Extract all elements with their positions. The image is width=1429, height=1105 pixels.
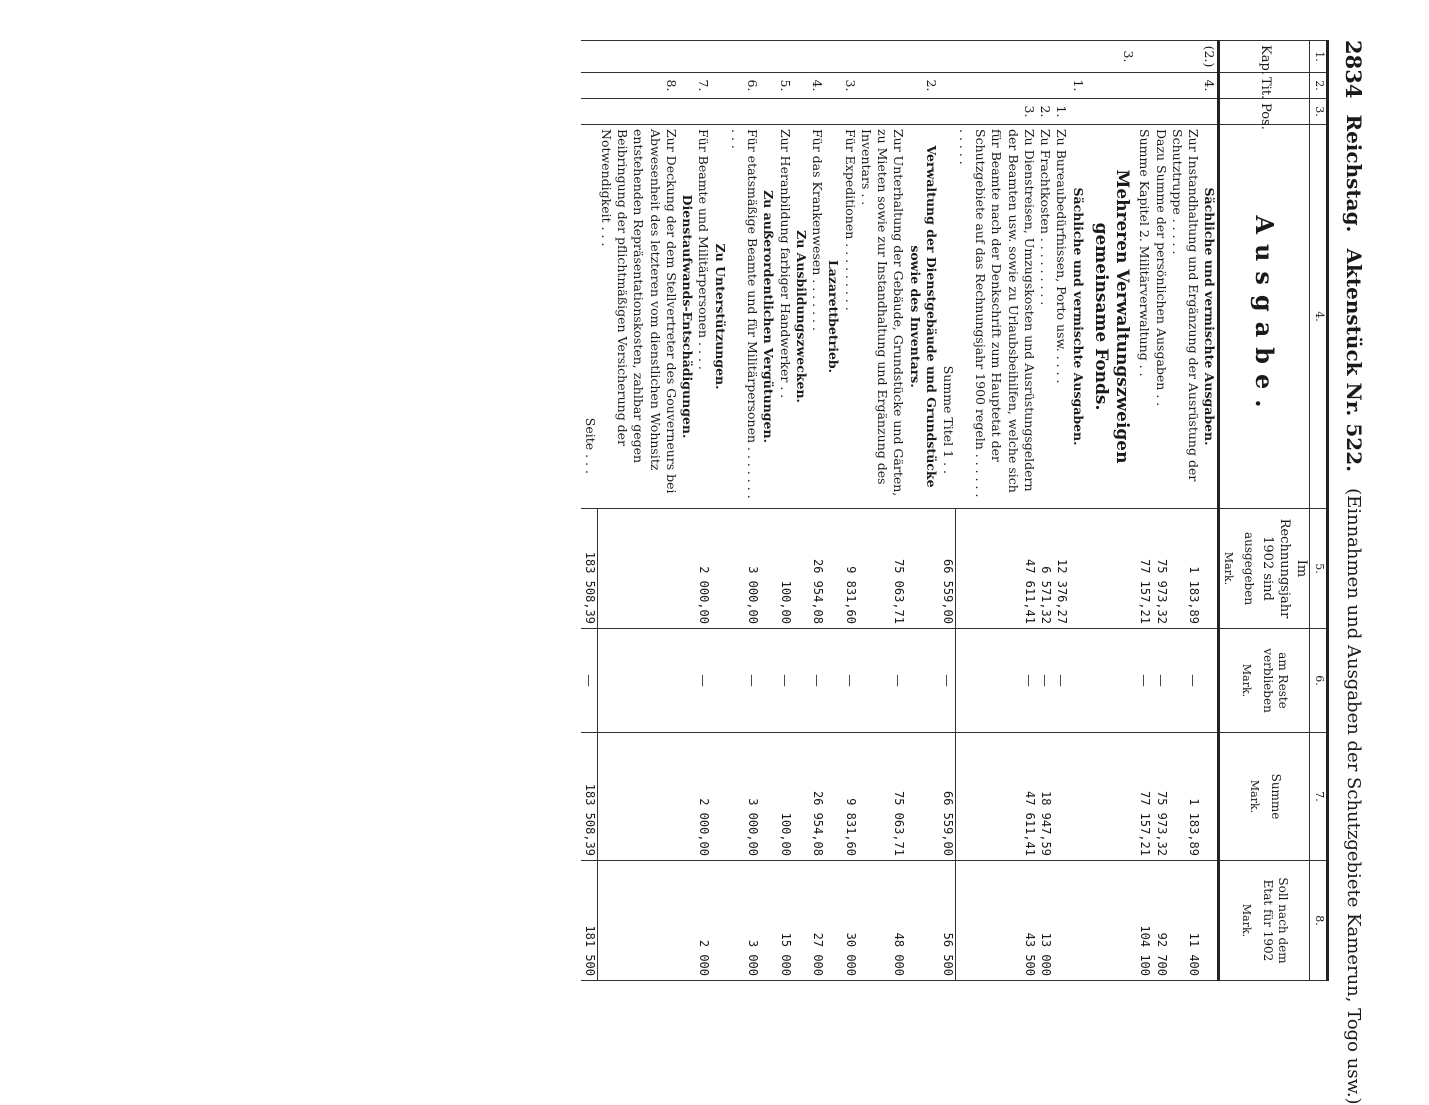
description-cell (760, 125, 776, 509)
pos-cell (581, 99, 598, 125)
table-row (858, 41, 907, 981)
col8-value: 11 400 (1169, 861, 1202, 981)
description-text: Sächliche und vermischte Ausgaben. (1070, 187, 1086, 446)
col7-value: 18 947,59 (1037, 733, 1053, 861)
pos-cell (858, 99, 907, 125)
tit-cell (793, 73, 809, 99)
kap-cell (1169, 41, 1202, 73)
table-row (956, 41, 1037, 981)
pos-cell: 3. (956, 99, 1037, 125)
pos-cell (939, 99, 956, 125)
description-cell (1069, 125, 1085, 509)
tit-cell (858, 73, 907, 99)
col5-label: ausgegeben (1242, 531, 1257, 606)
col6-value: — (1152, 629, 1168, 733)
table-row (906, 41, 939, 981)
kap-cell (679, 41, 695, 73)
col8-value (1053, 861, 1069, 981)
col6-value: — (858, 629, 907, 733)
table-body (581, 41, 1219, 981)
kap-cell (1152, 41, 1168, 73)
col5-value (793, 509, 809, 629)
col8-value: 56 500 (939, 861, 956, 981)
kap-cell (1069, 41, 1085, 73)
col7-value: 66 559,00 (939, 733, 956, 861)
pos-cell (1152, 99, 1168, 125)
table-row (1086, 41, 1137, 981)
col7-value (598, 733, 679, 861)
document-subject: (Einnahmen und Ausgaben der Schutzgebiete Kamerun, Togo usw.) (1343, 488, 1365, 1105)
pos-cell (906, 99, 939, 125)
description-cell (711, 125, 727, 509)
description-text: Für etatsmäßige Beamte und für Militärpersonen . . . . . . . . . . (728, 129, 761, 499)
col5-value (711, 509, 727, 629)
unit-label: Mark. (1240, 663, 1254, 698)
description-cell (1053, 125, 1069, 509)
column-number: 6. (1310, 629, 1328, 733)
col8-value (825, 861, 841, 981)
description-cell (793, 125, 809, 509)
col6-value (760, 629, 776, 733)
col6-value (1086, 629, 1137, 733)
description-text: Dienstaufwands-Entschädigungen. (680, 194, 696, 439)
col6-value: — (841, 629, 857, 733)
header-tit: Tit. (1219, 73, 1310, 99)
col8-value (906, 861, 939, 981)
unit-label: Mark. (1221, 551, 1235, 586)
tit-cell: 8. (598, 73, 679, 99)
pos-cell (711, 99, 727, 125)
col5-value: 75 973,32 (1152, 509, 1168, 629)
column-number: 2. (1310, 73, 1328, 99)
pos-cell (1069, 99, 1085, 125)
tit-cell: 1. (1069, 73, 1085, 99)
table-row (1053, 41, 1069, 981)
col5-value: 66 559,00 (939, 509, 956, 629)
col5-value (598, 509, 679, 629)
pos-cell (809, 99, 825, 125)
table-row (581, 41, 598, 981)
tit-cell: 2. (906, 73, 939, 99)
header-col6 (1219, 629, 1310, 733)
unit-label: Mark. (1248, 779, 1262, 814)
table-row (825, 41, 841, 981)
journal-name: Reichstag. (1342, 114, 1366, 233)
table-row (760, 41, 776, 981)
col7-value: 26 954,08 (809, 733, 825, 861)
col7-value (1069, 733, 1085, 861)
tit-cell (1136, 73, 1152, 99)
col7-value (1201, 733, 1219, 861)
description-text: Dazu Summe der persönlichen Ausgaben . . (1153, 129, 1169, 407)
col6-value: — (581, 629, 598, 733)
pos-cell (825, 99, 841, 125)
col6-value (711, 629, 727, 733)
description-text: Zu Ausbildungszwecken. (793, 230, 809, 403)
description-text: Zur Heranbildung farbiger Handwerker . . (777, 129, 793, 399)
description-text: Zur Deckung der dem Stellvertreter des Gouverneurs bei Abwesenheit des letzteren vom dienstlichen Wohnsitz entstehenden Repräsentationskosten, zahlbar gegen Beibringung der pflichtmäßigen Versicherung der Notwendigkeit . . . (598, 129, 679, 494)
tit-cell: 6. (728, 73, 761, 99)
tit-cell (1086, 73, 1137, 99)
description-text: Für das Krankenwesen . . . . . . . (810, 129, 826, 331)
unit-label: Mark. (1240, 903, 1254, 938)
col6-value: — (1169, 629, 1202, 733)
table-row (939, 41, 956, 981)
description-text: Zu Unterstützungen. (712, 243, 728, 390)
description-text: Zur Unterhaltung der Gebäude, Grundstücke und Gärten, zu Mieten sowie zur Instandhaltung und Ergänzung des Inventars . . (858, 129, 907, 497)
col6-value (598, 629, 679, 733)
col8-value: 3 000 (728, 861, 761, 981)
table-row (809, 41, 825, 981)
tit-cell (939, 73, 956, 99)
pos-cell (695, 99, 711, 125)
kap-cell (1136, 41, 1152, 73)
col7-value: 9 831,60 (841, 733, 857, 861)
description-cell (1169, 125, 1202, 509)
description-cell (825, 125, 841, 509)
column-number: 5. (1310, 509, 1328, 629)
tit-cell (679, 73, 695, 99)
col6-value: — (809, 629, 825, 733)
col7-value: 100,00 (776, 733, 792, 861)
table-row (711, 41, 727, 981)
description-text: Mehreren Verwaltungszweigen gemeinsame Fonds. (1090, 169, 1133, 464)
col8-value: 13 000 (1037, 861, 1053, 981)
col6-value: — (956, 629, 1037, 733)
col7-label: Summe (1268, 773, 1283, 820)
col6-value: — (1053, 629, 1069, 733)
description-cell (1086, 125, 1137, 509)
description-cell (841, 125, 857, 509)
header-col5 (1219, 509, 1310, 629)
col5-value (906, 509, 939, 629)
description-text: Verwaltung der Dienstgebäude und Grundstücke sowie des Inventars. (907, 145, 939, 488)
table-row (1169, 41, 1202, 981)
description-cell (581, 125, 598, 509)
kap-cell (760, 41, 776, 73)
col8-value: 27 000 (809, 861, 825, 981)
description-cell (695, 125, 711, 509)
tit-cell: 3. (841, 73, 857, 99)
header-pos: Pos. (1219, 99, 1310, 125)
pos-cell (1136, 99, 1152, 125)
description-text: Summe Titel 1 . . (940, 365, 956, 474)
col5-value (825, 509, 841, 629)
kap-cell (711, 41, 727, 73)
col5-value: 100,00 (776, 509, 792, 629)
tit-cell (1169, 73, 1202, 99)
col5-value: 2 000,00 (695, 509, 711, 629)
ausgabe-title: Ausgabe. (1250, 215, 1280, 418)
col5-value: 3 000,00 (728, 509, 761, 629)
tit-cell (711, 73, 727, 99)
description-cell (598, 125, 679, 509)
kap-cell (1037, 41, 1053, 73)
col7-value: 2 000,00 (695, 733, 711, 861)
col8-value (1086, 861, 1137, 981)
pos-cell (1086, 99, 1137, 125)
description-cell (679, 125, 695, 509)
col6-value: — (695, 629, 711, 733)
col6-value: — (939, 629, 956, 733)
col7-value: 1 183,89 (1169, 733, 1202, 861)
col7-value (793, 733, 809, 861)
col7-value: 77 157,21 (1136, 733, 1152, 861)
col5-value (679, 509, 695, 629)
col6-value (1201, 629, 1219, 733)
pos-cell (793, 99, 809, 125)
col7-value (760, 733, 776, 861)
col5-value (760, 509, 776, 629)
col7-value (906, 733, 939, 861)
col5-value: 1 183,89 (1169, 509, 1202, 629)
tit-cell (1053, 73, 1069, 99)
table-row (1136, 41, 1152, 981)
table-row (679, 41, 695, 981)
col7-value: 3 000,00 (728, 733, 761, 861)
header-kap: Kap. (1219, 41, 1310, 73)
col7-value (825, 733, 841, 861)
page-number: 2834 (1341, 40, 1367, 99)
col8-value (1069, 861, 1085, 981)
col8-value (760, 861, 776, 981)
col7-value (711, 733, 727, 861)
col7-value: 47 611,41 (956, 733, 1037, 861)
description-text: Zu Dienstreisen, Umzugskosten und Ausrüstungsgeldern der Beamten usw. sowie zu Urlaubsbeihilfen, welche sich für Beamte nach der Denkschrift zum Hauptetat der Schutzgebiete auf das Rechnungsjahr 1900 regeln . . . . . . . . . . . (956, 129, 1037, 498)
col5-value: 75 063,71 (858, 509, 907, 629)
col6-value (906, 629, 939, 733)
tit-cell (825, 73, 841, 99)
table-row (793, 41, 809, 981)
pos-cell: 1. (1053, 99, 1069, 125)
pos-cell (1169, 99, 1202, 125)
col6-value (793, 629, 809, 733)
header-col8 (1219, 861, 1310, 981)
kap-cell (956, 41, 1037, 73)
col7-value (1086, 733, 1137, 861)
kap-cell (809, 41, 825, 73)
col5-value: 77 157,21 (1136, 509, 1152, 629)
table-row (1152, 41, 1168, 981)
col6-value (679, 629, 695, 733)
col5-value: 12 376,27 (1053, 509, 1069, 629)
description-text: Summe Kapitel 2. Militärverwaltung . . (1137, 129, 1153, 377)
col8-value (793, 861, 809, 981)
col8-value: 92 700 (1152, 861, 1168, 981)
table-row (598, 41, 679, 981)
col8-value (1201, 861, 1219, 981)
kap-cell (939, 41, 956, 73)
table-row (695, 41, 711, 981)
table-row (1069, 41, 1085, 981)
pos-cell (760, 99, 776, 125)
kap-cell: (2.) (1201, 41, 1219, 73)
tit-cell (1037, 73, 1053, 99)
col5-value: 183 508,39 (581, 509, 598, 629)
kap-cell: 3. (1086, 41, 1137, 73)
description-text: Seite . . . (582, 417, 598, 474)
kap-cell (598, 41, 679, 73)
tit-cell: 4. (1201, 73, 1219, 99)
col5-value: 6 571,32 (1037, 509, 1053, 629)
col6-value: — (728, 629, 761, 733)
header-col7 (1219, 733, 1310, 861)
document-number: Aktenstück Nr. 522. (1342, 248, 1366, 473)
col6-value: — (1037, 629, 1053, 733)
col6-label: am Reste verblieben (1260, 648, 1291, 713)
description-cell (776, 125, 792, 509)
description-text: Zu Bureaubedürfnissen, Porto usw. . . . . (1054, 129, 1070, 384)
col8-value: 43 500 (956, 861, 1037, 981)
column-header-row (1219, 41, 1310, 981)
col8-value: 15 000 (776, 861, 792, 981)
col8-label: Soll nach dem Etat für 1902 (1260, 877, 1291, 964)
description-text: Zur Instandhaltung und Ergänzung der Ausrüstung der Schutztruppe . . . . . (1169, 129, 1202, 482)
col8-value (679, 861, 695, 981)
description-cell (1201, 125, 1219, 509)
column-number-row (1310, 41, 1328, 981)
description-text: Für Expeditionen . . . . . . . . . (842, 129, 858, 311)
description-cell (1152, 125, 1168, 509)
tit-cell (581, 73, 598, 99)
description-text: Sächliche und vermischte Ausgaben. (1202, 187, 1218, 446)
col8-value: 48 000 (858, 861, 907, 981)
pos-cell (679, 99, 695, 125)
table-row (1037, 41, 1053, 981)
pos-cell: 2. (1037, 99, 1053, 125)
col5-value (1086, 509, 1137, 629)
kap-cell (728, 41, 761, 73)
header-ausgabe (1219, 125, 1310, 509)
description-text: Lazarettbetrieb. (826, 259, 842, 374)
tit-cell (956, 73, 1037, 99)
col5-value: 47 611,41 (956, 509, 1037, 629)
kap-cell (841, 41, 857, 73)
col6-value (1069, 629, 1085, 733)
col6-value (825, 629, 841, 733)
column-number: 1. (1310, 41, 1328, 73)
kap-cell (825, 41, 841, 73)
column-number: 3. (1310, 99, 1328, 125)
col8-value (711, 861, 727, 981)
pos-cell (728, 99, 761, 125)
tit-cell (1152, 73, 1168, 99)
column-number: 8. (1310, 861, 1328, 981)
tit-cell: 4. (809, 73, 825, 99)
kap-cell (906, 41, 939, 73)
kap-cell (793, 41, 809, 73)
pos-cell (598, 99, 679, 125)
kap-cell (1053, 41, 1069, 73)
kap-cell (858, 41, 907, 73)
kap-cell (776, 41, 792, 73)
column-number: 7. (1310, 733, 1328, 861)
table-row (728, 41, 761, 981)
description-cell (939, 125, 956, 509)
description-text: Für Beamte und Militärpersonen . . . . (696, 129, 712, 370)
description-text: Zu außerordentlichen Vergütungen. (761, 190, 777, 443)
budget-table (581, 40, 1329, 981)
col7-value: 183 508,39 (581, 733, 598, 861)
col6-value: — (776, 629, 792, 733)
description-cell (956, 125, 1037, 509)
tit-cell (760, 73, 776, 99)
col8-value (598, 861, 679, 981)
tit-cell: 7. (695, 73, 711, 99)
table-row (1201, 41, 1219, 981)
col6-value: — (1136, 629, 1152, 733)
description-cell (906, 125, 939, 509)
tit-cell: 5. (776, 73, 792, 99)
description-text: Zu Frachtkosten . . . . . . . . . (1038, 129, 1054, 306)
col5-value (1069, 509, 1085, 629)
col5-value: 9 831,60 (841, 509, 857, 629)
description-cell (1037, 125, 1053, 509)
col8-value: 30 000 (841, 861, 857, 981)
table-row (841, 41, 857, 981)
pos-cell (841, 99, 857, 125)
description-cell (728, 125, 761, 509)
col7-value: 75 973,32 (1152, 733, 1168, 861)
description-cell (858, 125, 907, 509)
col7-value: 75 063,71 (858, 733, 907, 861)
kap-cell (695, 41, 711, 73)
col5-value: 26 954,08 (809, 509, 825, 629)
col7-value (679, 733, 695, 861)
col7-value (1053, 733, 1069, 861)
col8-value: 181 500 (581, 861, 598, 981)
group-title: Im Rechnungsjahr 1902 sind (1260, 518, 1309, 619)
column-number: 4. (1310, 125, 1328, 509)
description-cell (1136, 125, 1152, 509)
pos-cell (1201, 99, 1219, 125)
description-cell (809, 125, 825, 509)
table-row (776, 41, 792, 981)
kap-cell (581, 41, 598, 73)
pos-cell (776, 99, 792, 125)
col5-value (1201, 509, 1219, 629)
page-header (1334, 40, 1374, 1105)
col8-value: 104 100 (1136, 861, 1152, 981)
col8-value: 2 000 (695, 861, 711, 981)
